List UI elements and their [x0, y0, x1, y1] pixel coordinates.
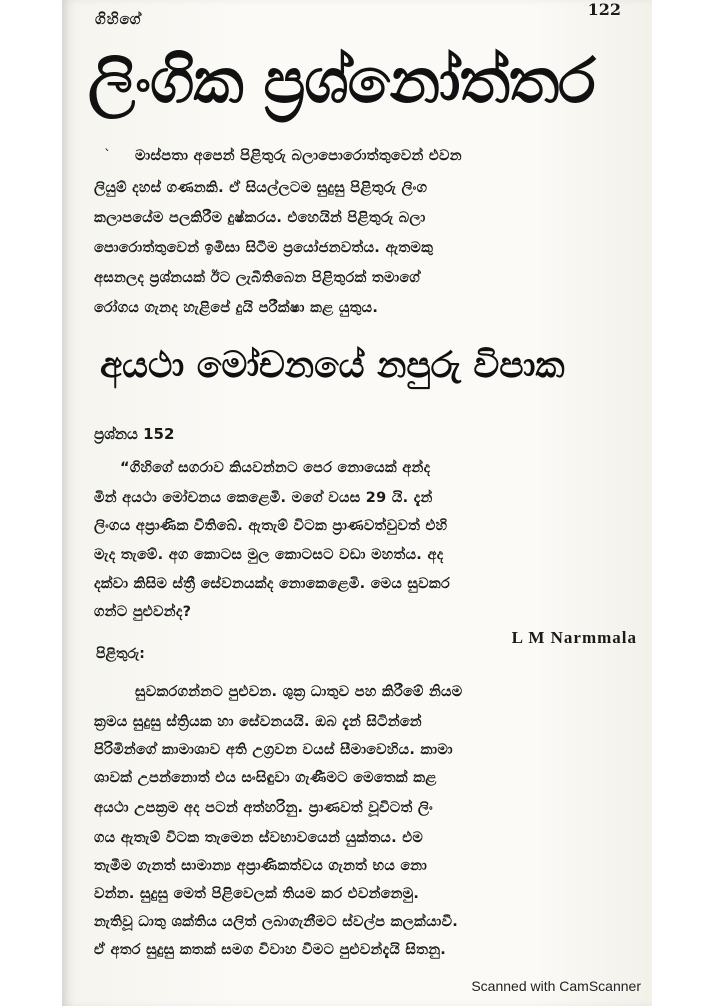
page-number: 122 — [587, 0, 621, 19]
page-title: ලිංගික ප්‍රශ්නෝත්තර — [88, 44, 595, 117]
intro-line: අසනලද ප්‍රශ්නයක් ඊට ලැබීතිබෙන පිළිතුරක් තමාගේ — [94, 270, 421, 286]
answer-line: ගය ඇතැම් විටක තැමෙන ස්වභාවයෙන් යුක්තය. එම — [94, 830, 424, 846]
answer-line: ක්‍රමය සුදුසු ස්ත්‍රියක හා සේවනයයි. ඔබ දැන් සිටින්නේ — [94, 714, 422, 730]
answer-line: අයථා උපක්‍රම අද පටන් අත්හරිනු. ප්‍රාණවත් වූවිටත් ලිං — [94, 800, 433, 816]
bullet-mark: ` — [104, 148, 111, 164]
intro-line: කලාපයේම පලකිරීම දුෂ්කරය. එහෙයින් පිළිතුරු බලා — [94, 210, 426, 226]
answer-line: නැතිවූ ධාතු ශක්තිය යලිත් ලබාගැනීමට ස්වල්ප කලක්යාවී. — [94, 914, 459, 930]
answer-line: පිරිමින්ගේ කාමාශාව අති උග්‍රවන වයස් සීමාවෙහිය. කාමා — [94, 742, 453, 758]
scanner-watermark: Scanned with CamScanner — [471, 978, 641, 994]
answer-line: ඒ අතර සුදුසු කතක් සමග විවාහ වීමට පුළුවන්දැයි සිතනු. — [94, 942, 447, 958]
intro-line: රෝගය ගැනද හැළිපේ දුයි පරීක්ෂා කළ යුතුය. — [94, 300, 379, 316]
intro-line: ලියුම් දහස් ගණනකි. ඒ සියල්ලටම සුදුසු පිළිතුරු ලිංග — [94, 180, 428, 196]
question-line: ලිංගය අප්‍රාණික වීතිබේ. ඇතැම් විටක ප්‍රාණවත්වුවත් එහි — [94, 518, 448, 534]
question-author: L M Narmmala — [511, 628, 637, 647]
question-line: “ගිහිගේ සගරාව කියවන්නට පෙර නොයෙක් අන්ද — [120, 460, 431, 476]
section-title: අයථා මෝචනයේ නපුරු විපාක — [100, 345, 565, 386]
question-heading: ප්‍රශ්නය 152 — [94, 425, 175, 443]
question-line: මින් අයථා මෝචනය කෙළෙමි. මගේ වයස 29 යි. දැන් — [94, 490, 433, 506]
question-line: දක්වා කිසිම ස්ත්‍රී සේවනයක්ද නොකෙළෙමි. මෙය සුවකර — [94, 576, 451, 592]
answer-label: පිළිතුරු: — [96, 646, 145, 662]
question-line: ගන්ට පුළුවන්ද? — [94, 604, 192, 620]
intro-line: පොරොත්තුවෙන් ඉමිසා සිටීම ප්‍රයෝජනවත්ය. ඇතමකු — [94, 240, 434, 256]
answer-line: සුවකරගන්නට පුළුවන. ශුක්‍ර ධාතුව පහ කිරීමේ නියම — [135, 684, 463, 700]
answer-line: වන්න. සුදුසු මෙත් පිළිවෙලක් තියම කර එවන්නෙමු. — [94, 886, 420, 902]
intro-line: මාස්පතා අපෙන් පිළිතුරු බලාපොරොත්තුවෙන් එවන — [135, 148, 462, 164]
answer-line: තැමීම ගැනත් සාමාන්‍ය අප්‍රාණිකත්වය ගැනත් භය නො — [94, 858, 428, 874]
question-line: මැද තැමේ. අග කොටස මුල කොටසට වඩා මහත්ය. අද — [94, 547, 444, 563]
answer-line: ශාවක් උපන්නොත් එය සංසිඳුවා ගැණීමට මෙතෙක් කළ — [94, 770, 437, 786]
magazine-label: ගිහිගේ — [95, 10, 142, 28]
